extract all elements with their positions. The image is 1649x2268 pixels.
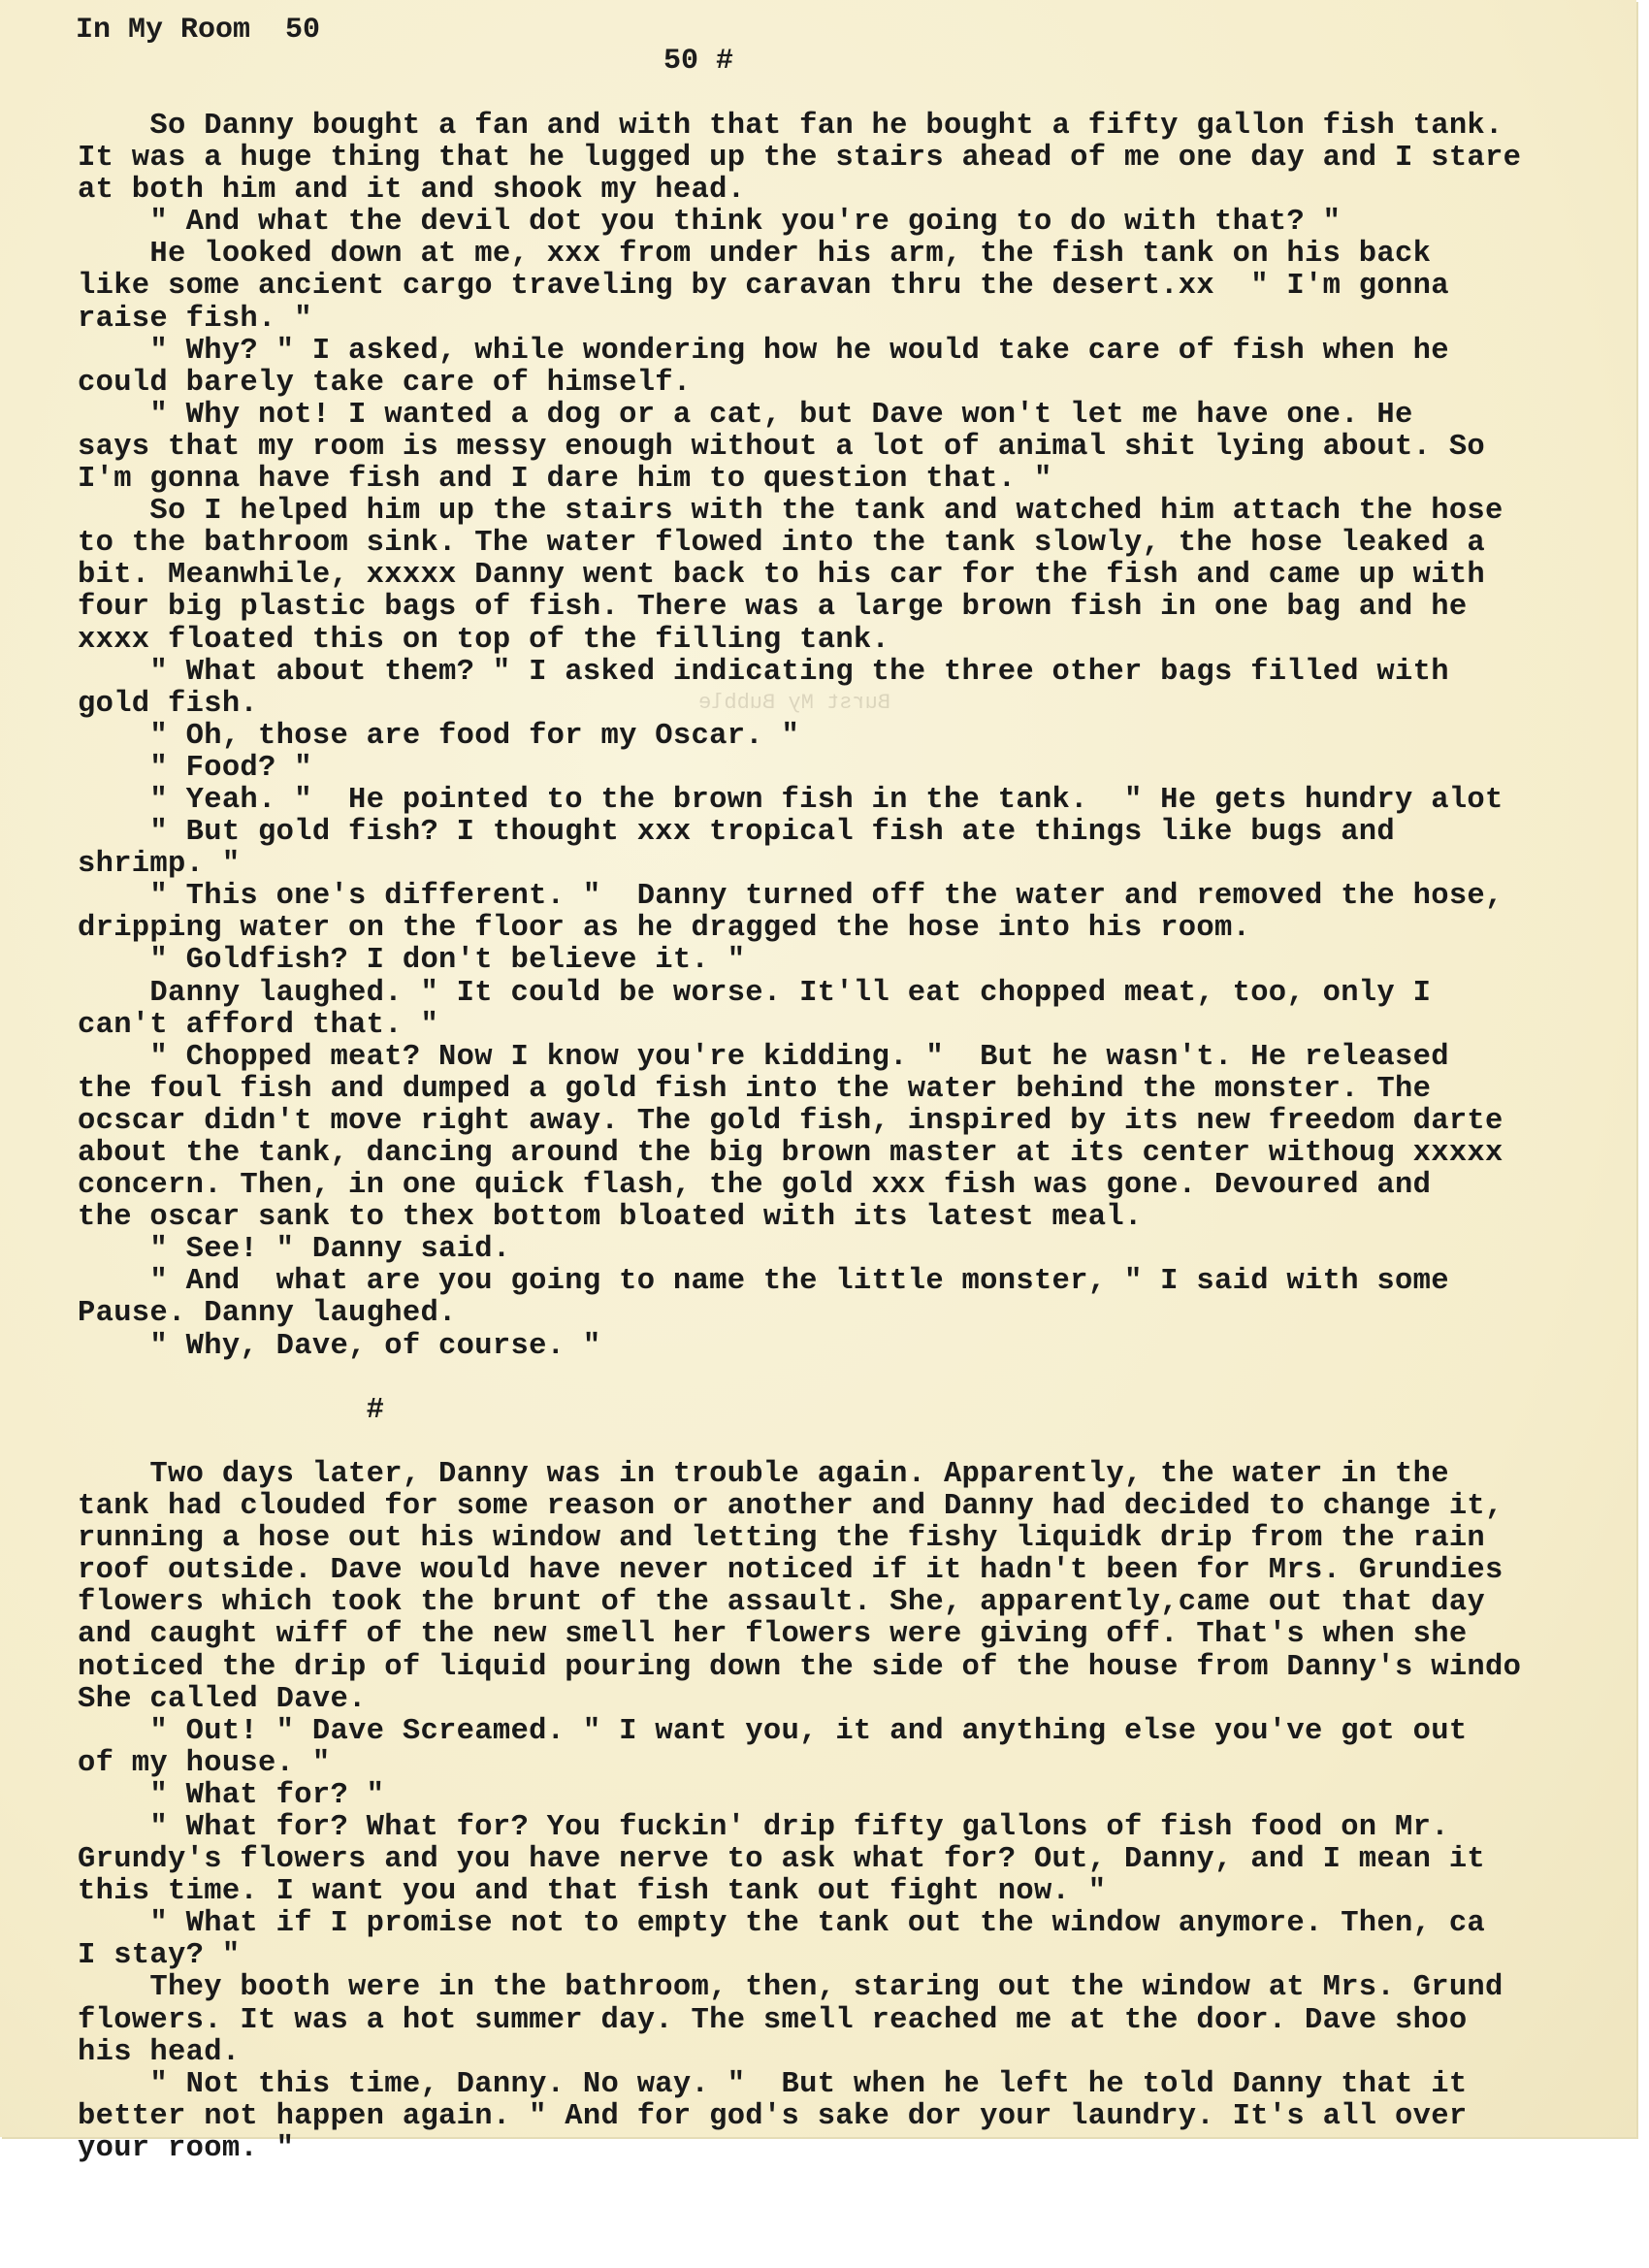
typed-line: " Food? ": [78, 751, 312, 785]
typed-line: of my house. ": [78, 1746, 331, 1780]
typed-line: " See! " Danny said.: [78, 1233, 511, 1267]
typed-line: at both him and it and shook my head.: [78, 174, 746, 208]
typed-line: Pause. Danny laughed.: [78, 1297, 457, 1331]
typed-line: your room. ": [78, 2131, 295, 2165]
typed-line: " Why? " I asked, while wondering how he would take care of fish when he: [78, 334, 1449, 368]
typed-line: " What if I promise not to empty the tank out the window anymore. Then, ca: [78, 1907, 1486, 1941]
typed-line: could barely take care of himself.: [78, 366, 692, 400]
typed-line: like some ancient cargo traveling by caravan thru the desert.xx " I'm gonna: [78, 270, 1449, 304]
header-page-number: 50: [285, 14, 321, 47]
typed-line: raise fish. ": [78, 302, 312, 336]
typed-line: concern. Then, in one quick flash, the gold xxx fish was gone. Devoured and: [78, 1169, 1432, 1203]
typed-line: xxxx floated this on top of the filling tank.: [78, 623, 890, 657]
typed-line: roof outside. Dave would have never noticed if it hadn't been for Mrs. Grundies: [78, 1554, 1504, 1588]
typed-line: Danny laughed. " It could be worse. It'll eat chopped meat, too, only I: [78, 976, 1432, 1010]
typed-line: So I helped him up the stairs with the tank and watched him attach the hose: [78, 495, 1504, 529]
typed-line: dripping water on the floor as he dragged the hose into his room.: [78, 912, 1251, 946]
typed-line: Two days later, Danny was in trouble again. Apparently, the water in the: [78, 1457, 1449, 1491]
typed-line: this time. I want you and that fish tank out fight now. ": [78, 1875, 1107, 1909]
typed-line: the foul fish and dumped a gold fish into the water behind the monster. The: [78, 1072, 1432, 1106]
typed-line: running a hose out his window and letting the fishy liquidk drip from the rain: [78, 1522, 1486, 1556]
typed-line: and caught wiff of the new smell her flowers were giving off. That's when she: [78, 1618, 1468, 1652]
typed-line: flowers which took the brunt of the assault. She, apparently,came out that day: [78, 1586, 1486, 1620]
typed-line: about the tank, dancing around the big brown master at its center withoug xxxxx: [78, 1137, 1504, 1170]
typed-line: four big plastic bags of fish. There was a large brown fish in one bag and he: [78, 591, 1468, 625]
typed-line: says that my room is messy enough without a lot of animal shit lying about. So: [78, 430, 1486, 464]
typed-line: I'm gonna have fish and I dare him to question that. ": [78, 463, 1052, 497]
typed-line: noticed the drip of liquid pouring down the side of the house from Danny's windo: [78, 1650, 1522, 1684]
typed-line: " What for? What for? You fuckin' drip fifty gallons of fish food on Mr.: [78, 1810, 1449, 1844]
typed-line: flowers. It was a hot summer day. The smell reached me at the door. Dave shoo: [78, 2003, 1468, 2037]
typed-line: They booth were in the bathroom, then, staring out the window at Mrs. Grund: [78, 1971, 1504, 2005]
typed-line: ocscar didn't move right away. The gold fish, inspired by its new freedom darte: [78, 1104, 1504, 1138]
typed-line: his head.: [78, 2035, 241, 2069]
typed-line: " Why not! I wanted a dog or a cat, but Dave won't let me have one. He: [78, 398, 1413, 432]
header-title: [76, 14, 320, 47]
typed-line: Grundy's flowers and you have nerve to ask what for? Out, Danny, and I mean it: [78, 1843, 1486, 1877]
typed-line: [78, 1363, 1630, 1395]
typed-line: can't afford that. ": [78, 1008, 439, 1042]
bleed-through-mark: Burst My Bubble: [698, 691, 891, 715]
typed-line: " Yeah. " He pointed to the brown fish in the tank. " He gets hundry alot: [78, 783, 1504, 817]
typed-line: " Chopped meat? Now I know you're kidding. " But he wasn't. He released: [78, 1040, 1449, 1074]
typed-line: [78, 1427, 1630, 1459]
typed-line: " What for? ": [78, 1778, 385, 1812]
typed-line: " What about them? " I asked indicating the three other bags filled with: [78, 655, 1449, 689]
typed-line: " Oh, those are food for my Oscar. ": [78, 719, 800, 753]
typed-line: She called Dave.: [78, 1682, 367, 1716]
typed-line: I stay? ": [78, 1939, 241, 1973]
typed-line: shrimp. ": [78, 848, 241, 882]
manuscript-body: [78, 111, 1630, 2165]
typed-line: #: [78, 1393, 385, 1427]
typed-line: to the bathroom sink. The water flowed into the tank slowly, the hose leaked a: [78, 527, 1486, 561]
typed-line: " And what the devil dot you think you're going to do with that? ": [78, 206, 1342, 240]
typed-line: " And what are you going to name the little monster, " I said with some: [78, 1265, 1449, 1299]
typed-line: " This one's different. " Danny turned off the water and removed the hose,: [78, 880, 1504, 914]
page-mark: 50 #: [663, 45, 734, 78]
typed-line: bit. Meanwhile, xxxxx Danny went back to his car for the fish and came up with: [78, 559, 1486, 593]
typed-line: the oscar sank to thex bottom bloated with its latest meal.: [78, 1201, 1143, 1235]
typed-line: It was a huge thing that he lugged up the stairs ahead of me one day and I stare: [78, 142, 1522, 176]
typed-line: " But gold fish? I thought xxx tropical fish ate things like bugs and: [78, 816, 1396, 850]
typed-line: tank had clouded for some reason or another and Danny had decided to change it,: [78, 1490, 1504, 1524]
typed-line: " Goldfish? I don't believe it. ": [78, 944, 746, 978]
typed-line: better not happen again. " And for god's sake dor your laundry. It's all over: [78, 2099, 1468, 2133]
typed-line: " Out! " Dave Screamed. " I want you, it and anything else you've got out: [78, 1714, 1468, 1748]
typed-line: So Danny bought a fan and with that fan he bought a fifty gallon fish tank.: [78, 110, 1504, 143]
header-title-text: In My Room: [76, 14, 251, 47]
typed-line: " Not this time, Danny. No way. " But when he left he told Danny that it: [78, 2067, 1468, 2101]
typed-line: He looked down at me, xxx from under his arm, the fish tank on his back: [78, 238, 1432, 272]
typed-line: gold fish.: [78, 687, 259, 721]
typed-line: " Why, Dave, of course. ": [78, 1329, 601, 1363]
